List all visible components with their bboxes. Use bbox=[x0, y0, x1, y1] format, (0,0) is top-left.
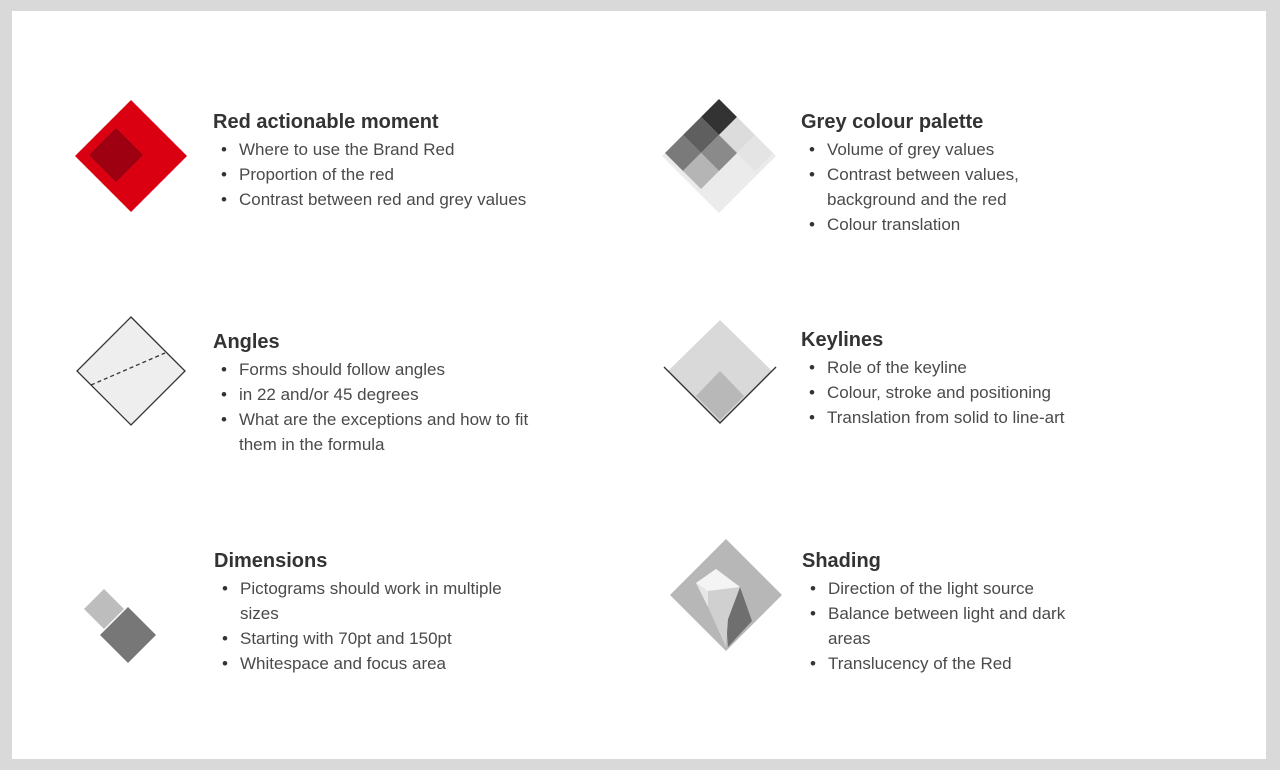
section-grey-colour-palette bbox=[801, 110, 1061, 237]
keyline-diamond-icon bbox=[662, 319, 780, 425]
section-red-actionable-moment bbox=[213, 110, 653, 212]
list-item: • Contrast between values, background and the red bbox=[827, 162, 1061, 212]
list-item: • Translation from solid to line-art bbox=[827, 405, 1241, 430]
slide bbox=[12, 11, 1266, 759]
list-item: • Starting with 70pt and 150pt bbox=[240, 626, 544, 651]
list-item: • Colour, stroke and positioning bbox=[827, 380, 1241, 405]
section-dimensions bbox=[214, 549, 544, 676]
grey-palette-diamond-icon bbox=[662, 99, 776, 213]
section-shading bbox=[802, 549, 1102, 676]
section-title: Dimensions bbox=[214, 550, 328, 572]
list-item: • Direction of the light source bbox=[828, 576, 1102, 601]
list-item: • Colour translation bbox=[827, 212, 1061, 237]
section-angles bbox=[213, 330, 563, 457]
bullet-list bbox=[802, 576, 1102, 676]
section-title: Grey colour palette bbox=[801, 111, 984, 133]
list-item: • Forms should follow angles bbox=[239, 357, 563, 382]
section-keylines bbox=[801, 328, 1241, 430]
list-item: • Proportion of the red bbox=[239, 162, 653, 187]
list-item: • in 22 and/or 45 degrees bbox=[239, 382, 563, 407]
list-item: • Whitespace and focus area bbox=[240, 651, 544, 676]
list-item: • Contrast between red and grey values bbox=[239, 187, 653, 212]
dimensions-squares-icon bbox=[82, 589, 158, 665]
red-diamond-icon bbox=[74, 99, 188, 213]
bullet-list bbox=[214, 576, 544, 676]
section-title: Angles bbox=[213, 331, 280, 353]
list-item: • Balance between light and dark areas bbox=[828, 601, 1102, 651]
list-item: • What are the exceptions and how to fit them in the formula bbox=[239, 407, 563, 457]
bullet-list bbox=[801, 355, 1241, 430]
section-title: Red actionable moment bbox=[213, 111, 439, 133]
section-title: Keylines bbox=[801, 329, 884, 351]
list-item: • Translucency of the Red bbox=[828, 651, 1102, 676]
bullet-list bbox=[801, 137, 1061, 237]
list-item: • Volume of grey values bbox=[827, 137, 1061, 162]
bullet-list bbox=[213, 137, 653, 212]
angles-diamond-icon bbox=[75, 315, 187, 427]
bullet-list bbox=[213, 357, 563, 457]
list-item: • Role of the keyline bbox=[827, 355, 1241, 380]
list-item: • Where to use the Brand Red bbox=[239, 137, 653, 162]
list-item: • Pictograms should work in multiple sizes bbox=[240, 576, 544, 626]
section-title: Shading bbox=[802, 550, 881, 572]
shading-cube-icon bbox=[668, 537, 784, 653]
